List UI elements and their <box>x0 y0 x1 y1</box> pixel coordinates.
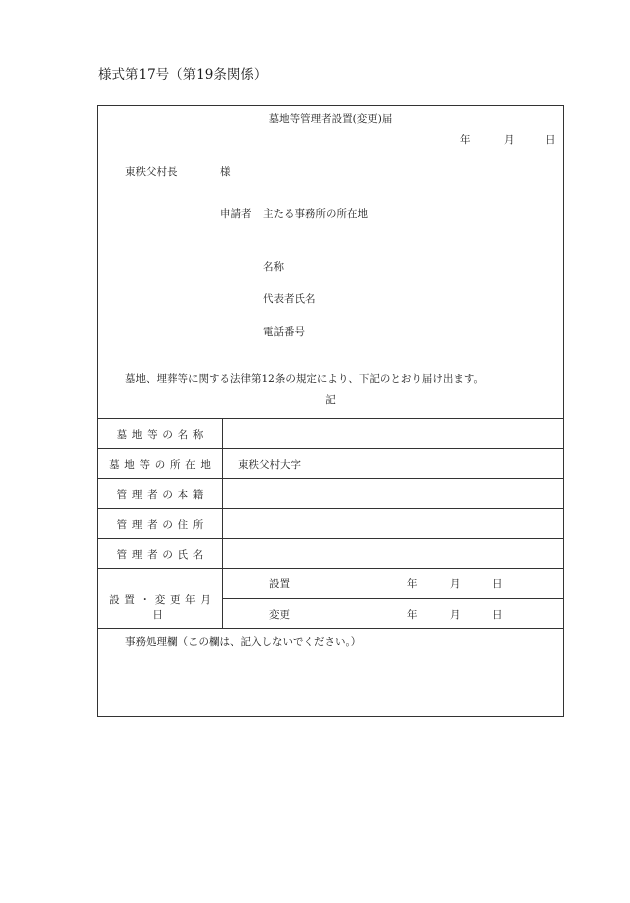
row-label-cemetery-name: 墓地等の名称 <box>116 429 209 441</box>
row-divider <box>98 448 563 449</box>
date-day: 日 <box>545 134 556 146</box>
change-day: 日 <box>492 609 503 621</box>
applicant-label: 申請者 <box>220 208 252 220</box>
change-month: 月 <box>450 609 461 621</box>
row-label-setup-change-date: 設置・変更年月日 <box>109 594 216 621</box>
date-year: 年 <box>460 134 471 146</box>
setup-year: 年 <box>407 578 418 590</box>
applicant-name: 名称 <box>263 261 284 273</box>
setup-label: 設置 <box>269 578 290 590</box>
form-title: 墓地等管理者設置(変更)届 <box>268 113 393 125</box>
applicant-office-location: 主たる事務所の所在地 <box>263 208 368 220</box>
table-top-line <box>98 418 563 419</box>
row-label-manager-name: 管理者の氏名 <box>116 549 209 561</box>
date-sub-divider <box>222 598 563 599</box>
setup-day: 日 <box>492 578 503 590</box>
row-label-manager-address: 管理者の住所 <box>116 519 209 531</box>
change-year: 年 <box>407 609 418 621</box>
statement: 墓地、埋葬等に関する法律第12条の規定により、下記のとおり届け出ます。 <box>125 373 485 385</box>
addressee-honorific: 様 <box>220 166 231 178</box>
applicant-phone: 電話番号 <box>263 326 305 338</box>
applicant-representative: 代表者氏名 <box>263 293 316 305</box>
setup-month: 月 <box>450 578 461 590</box>
ki-heading: 記 <box>325 394 336 406</box>
row-divider <box>98 478 563 479</box>
column-divider <box>222 418 223 628</box>
change-label: 変更 <box>269 609 290 621</box>
office-use-label: 事務処理欄（この欄は、記入しないでください。） <box>125 636 362 648</box>
cemetery-location-field[interactable]: 東秩父村大字 <box>238 459 301 471</box>
row-label-cemetery-location: 墓地等の所在地 <box>109 459 216 471</box>
row-divider <box>98 508 563 509</box>
date-month: 月 <box>504 134 515 146</box>
row-label-manager-domicile: 管理者の本籍 <box>116 489 209 501</box>
form-box <box>97 105 564 717</box>
form-number: 様式第17号（第19条関係） <box>98 67 268 83</box>
addressee-name: 東秩父村長 <box>125 166 178 178</box>
row-divider <box>98 568 563 569</box>
table-bottom-line <box>98 628 563 629</box>
row-divider <box>98 538 563 539</box>
